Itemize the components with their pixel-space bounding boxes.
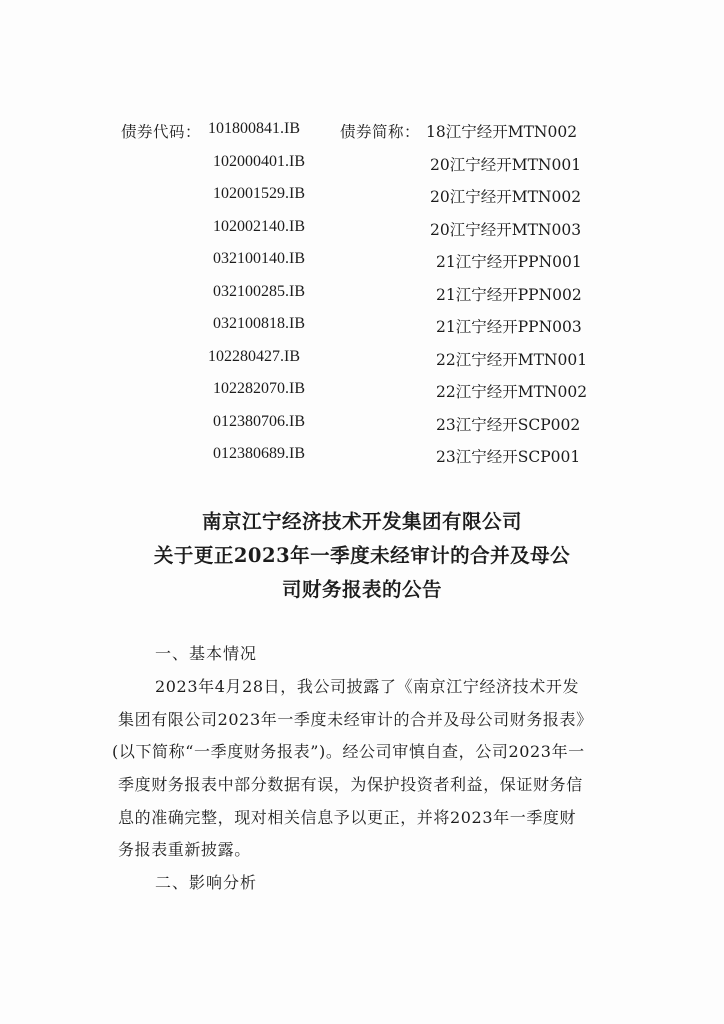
bond-row (0, 250, 724, 282)
bond-short-name: 23江宁经开SCP001 (436, 448, 581, 466)
paragraph-line: (以下简称“一季度财务报表”)。经公司审慎自查，公司2023年一 (112, 742, 585, 761)
bond-code-label: 债券代码： (121, 123, 202, 141)
section-2-heading: 二、影响分析 (155, 873, 258, 892)
bond-code: 012380689.IB (213, 445, 305, 462)
bond-code: 032100285.IB (213, 282, 305, 300)
bond-row (0, 445, 724, 477)
bond-row (0, 283, 724, 315)
bond-short-name: 23江宁经开SCP002 (436, 415, 581, 434)
document-title-line-2: 关于更正2023年一季度未经审计的合并及母公 (153, 544, 571, 567)
bond-short-name: 21江宁经开PPN002 (436, 285, 582, 304)
paragraph-line: 集团有限公司2023年一季度未经审计的合并及母公司财务报表》 (118, 710, 593, 729)
document-title-line-3: 司财务报表的公告 (281, 578, 442, 601)
bond-code: 102282070.IB (213, 380, 305, 397)
bond-row (0, 153, 724, 185)
bond-code: 032100818.IB (213, 315, 305, 332)
bond-short-name: 22江宁经开MTN001 (436, 350, 588, 369)
bond-short-name: 22江宁经开MTN002 (436, 383, 588, 401)
bond-short-name: 21江宁经开PPN001 (436, 253, 582, 271)
bond-short-name: 20江宁经开MTN002 (430, 188, 582, 206)
bond-row (0, 315, 724, 347)
paragraph-line: 2023年4月28日，我公司披露了《南京江宁经济技术开发 (155, 677, 580, 696)
bond-code: 032100140.IB (213, 250, 305, 267)
paragraph-line: 息的准确完整，现对相关信息予以更正，并将2023年一季度财 (118, 808, 577, 827)
bond-short-name: 20江宁经开MTN001 (430, 155, 582, 174)
document-title-line-1: 南京江宁经济技术开发集团有限公司 (201, 510, 522, 533)
bond-row (0, 218, 724, 250)
bond-code: 102000401.IB (213, 152, 305, 170)
bond-row (0, 185, 724, 217)
bond-name-label: 债券简称： (340, 123, 421, 141)
bond-code: 102002140.IB (213, 217, 305, 235)
bond-code: 102280427.IB (208, 347, 300, 365)
bond-row (0, 348, 724, 380)
bond-short-name: 21江宁经开PPN003 (436, 318, 582, 336)
bond-row (0, 120, 724, 152)
paragraph-line: 务报表重新披露。 (118, 840, 251, 859)
bond-short-name: 18江宁经开MTN002 (426, 123, 578, 141)
bond-code: 102001529.IB (213, 185, 305, 202)
bond-row (0, 413, 724, 445)
paragraph-line: 季度财务报表中部分数据有误，为保护投资者利益，保证财务信 (118, 775, 583, 794)
section-1-heading: 一、基本情况 (155, 644, 258, 663)
bond-code: 101800841.IB (208, 120, 300, 137)
bond-short-name: 20江宁经开MTN003 (430, 220, 582, 239)
bond-row (0, 380, 724, 412)
bond-code: 012380706.IB (213, 412, 305, 430)
